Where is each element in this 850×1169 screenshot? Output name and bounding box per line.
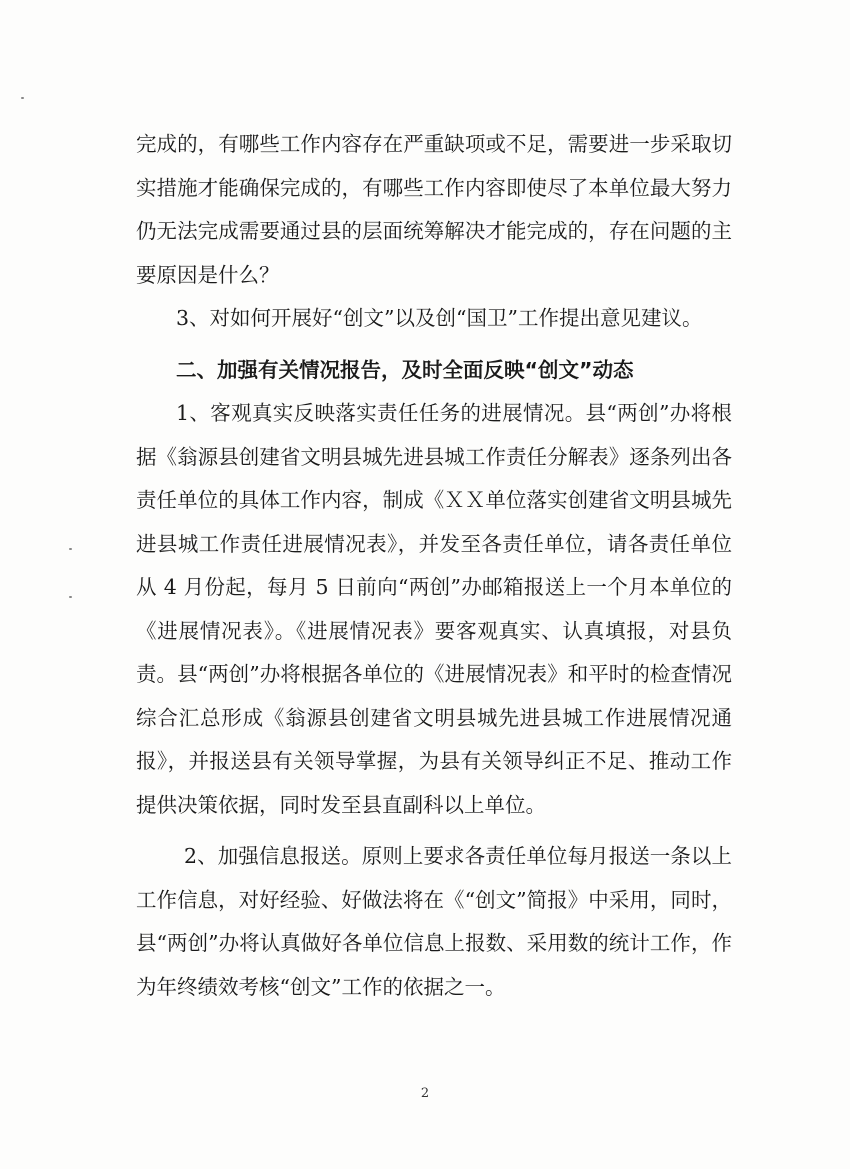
paragraph-item-1: 1、客观真实反映落实责任任务的进展情况。县“两创”办将根据《翁源县创建省文明县城先进县城工作责任分解表》逐条列出各责任单位的具体工作内容，制成《ＸＸ单位落实创建省文明县城先进县城工作责任进展情况表》，并发至各责任单位，请各责任单位从 4 月份起，每月 5 日前向“两创”办邮箱报送上一个月本单位的《进展情况表》。《进展情况表》要客观真实、认真填报，对县负责。县“两创”办将根据各单位的《进展情况表》和平时的检查情况综合汇总形成《翁源县创建省文明县城先进县城工作进展情况通报》，并报送县有关领导掌握，为县有关领导纠正不足、推动工作提供决策依据，同时发至县直副科以上单位。 <box>136 401 732 817</box>
scan-speck <box>21 97 24 99</box>
paragraph-item-2: 2、加强信息报送。原则上要求各责任单位每月报送一条以上工作信息，对好经验、好做法将在《“创文”简报》中采用，同时，县“两创”办将认真做好各单位信息上报数、采用数的统计工作，作为年终绩效考核“创文”工作的依据之一。 <box>136 844 732 999</box>
section-heading: 二、加强有关情况报告，及时全面反映“创文”动态 <box>176 357 634 382</box>
paragraph-item-3: 3、对如何开展好“创文”以及创“国卫”工作提出意见建议。 <box>176 306 703 330</box>
document-body <box>136 123 732 1009</box>
scan-speck <box>69 596 72 598</box>
scan-speck <box>69 548 72 550</box>
paragraph-continuation: 完成的，有哪些工作内容存在严重缺项或不足，需要进一步采取切实措施才能确保完成的，有哪些工作内容即使尽了本单位最大努力仍无法完成需要通过县的层面统筹解决才能完成的，存在问题的主要原因是什么？ <box>136 132 732 287</box>
page-number: 2 <box>420 1086 430 1101</box>
